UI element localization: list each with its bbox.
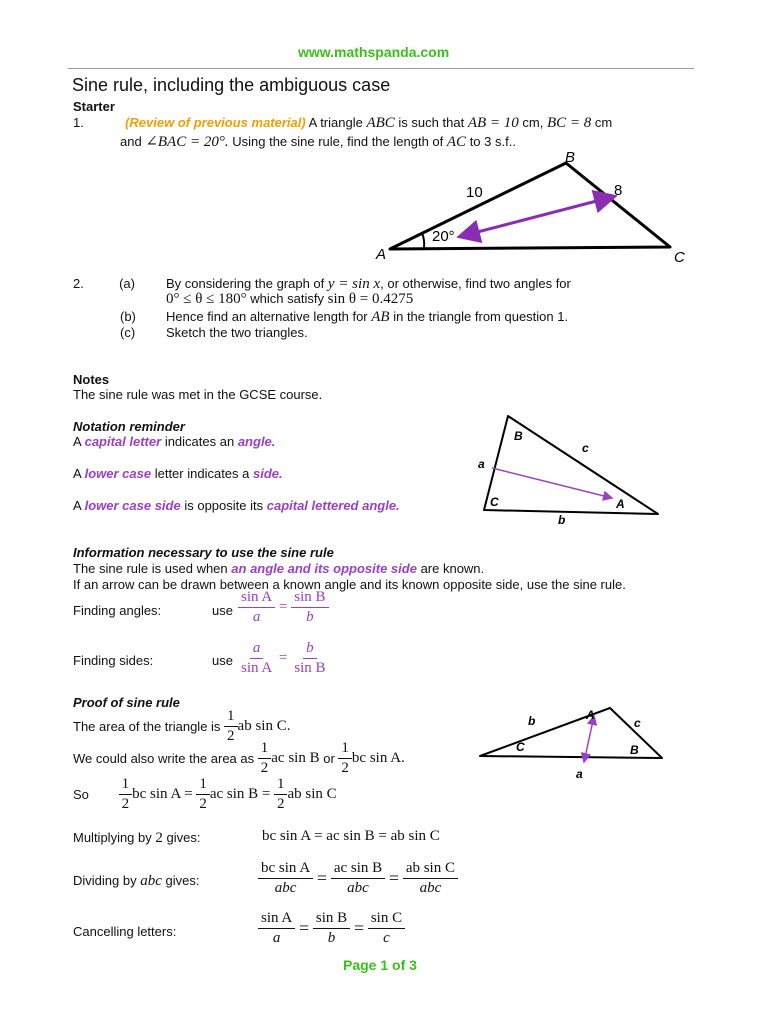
info-line1: The sine rule is used when an angle and its opposite side are known. <box>73 561 485 576</box>
vertex-b-label: B <box>565 149 576 166</box>
q2-a-line1: 2. (a) <box>73 276 135 291</box>
proof-cancel-eq: $\frac{\text{sin A}}{a}$ = $\frac{\text{sin B}}{b}$ = $\frac{\text{sin C}}{c}$ <box>258 910 405 947</box>
q2-c-label: (c) <box>120 325 136 340</box>
website-link[interactable]: www.mathspanda.com <box>298 44 450 60</box>
q2-a-text: By considering the graph of y = sin x, or otherwise, find two angles for <box>166 276 571 292</box>
proof-area: The area of the triangle is $\frac{1}{2}$ ab sin C. <box>73 708 291 744</box>
q1-triangle-diagram <box>360 145 700 270</box>
proof-height-arrow <box>584 716 594 762</box>
page-number: Page 1 of 3 <box>343 957 417 973</box>
notation-heading: Notation reminder <box>73 419 185 434</box>
proof-a: a <box>576 767 583 781</box>
notation-c: c <box>582 441 589 455</box>
notation-triangle-diagram <box>470 410 670 530</box>
proof-could: We could also write the area as $\frac{1}{2}$ ac sin B or $\frac{1}{2}$ bc sin A. <box>73 740 405 776</box>
angle-arc <box>422 233 424 248</box>
notation-b: b <box>558 513 566 527</box>
notation-B: B <box>514 429 523 443</box>
notation-line2: A lower case letter indicates a side. <box>73 466 283 481</box>
proof-B: B <box>630 743 639 757</box>
q2-a-line2: 0° ≤ θ ≤ 180° which satisfy sin θ = 0.4275 <box>166 291 414 307</box>
finding-angles-formula: $\frac{\text{sin A}}{a}$ = $\frac{\text{sin B}}{b}$ <box>238 589 329 626</box>
proof-cancel-label: Cancelling letters: <box>73 924 177 939</box>
proof-A: A <box>586 708 595 722</box>
proof-heading: Proof of sine rule <box>73 695 180 710</box>
finding-sides-formula: $\frac{a}{\text{sin A}}$ = $\frac{b}{\text{sin B}}$ <box>241 640 326 676</box>
notation-C: C <box>490 495 499 509</box>
header-rule <box>68 68 694 69</box>
proof-multiply-label: Multiplying by 2 gives: <box>73 830 201 846</box>
q1-line2: and ∠BAC = 20°. Using the sine rule, find the length of AC to 3 s.f.. <box>120 134 516 150</box>
notes-heading: Notes <box>73 372 110 387</box>
q1-review: (Review of previous material) <box>125 115 306 130</box>
proof-so: So $\frac{1}{2}$ bc sin A = $\frac{1}{2}$ ac sin B = $\frac{1}{2}$ ab sin C <box>73 776 337 812</box>
proof-multiply-eq: bc sin A = ac sin B = ab sin C <box>262 828 440 844</box>
finding-angles-use: use <box>212 603 233 618</box>
q1-line1: 1. (Review of previous material) A triangle ABC is such that AB = 10 cm, BC = 8 cm <box>73 115 613 131</box>
notes-text: The sine rule was met in the GCSE course. <box>73 387 323 402</box>
finding-sides-use: use <box>212 653 233 668</box>
vertex-c-label: C <box>674 249 685 266</box>
q2-c-text: Sketch the two triangles. <box>166 325 308 340</box>
notation-triangle <box>484 416 658 514</box>
info-heading: Information necessary to use the sine rule <box>73 545 334 560</box>
q2-b-text: Hence find an alternative length for AB in the triangle from question 1. <box>166 309 569 325</box>
notation-line3: A lower case side is opposite its capital lettered angle. <box>73 498 400 513</box>
proof-b: b <box>528 714 536 728</box>
proof-c: c <box>634 716 641 730</box>
info-line2: If an arrow can be drawn between a known angle and its known opposite side, use the sine rule. <box>73 577 626 592</box>
notation-line1: A capital letter indicates an angle. <box>73 434 276 449</box>
q2-b-label: (b) <box>120 309 136 324</box>
side-bc-label: 8 <box>614 182 623 199</box>
q1-number: 1. <box>73 115 84 130</box>
proof-C: C <box>516 740 525 754</box>
side-ab-label: 10 <box>466 184 483 201</box>
vertex-a-label: A <box>376 246 387 263</box>
finding-angles-label: Finding angles: <box>73 603 162 618</box>
page-title: Sine rule, including the ambiguous case <box>72 75 391 95</box>
proof-divide-eq: $\frac{\text{bc sin A}}{\text{abc}}$ = $\frac{\text{ac sin B}}{\text{abc}}$ = $\frac{\text{ab sin C}}{\text{abc}}$ <box>258 860 458 897</box>
proof-triangle-diagram <box>478 702 668 784</box>
proof-divide-label: Dividing by abc gives: <box>73 873 200 889</box>
starter-heading: Starter <box>73 99 115 114</box>
notation-a: a <box>478 457 485 471</box>
angle-label: 20° <box>432 228 455 245</box>
notation-A: A <box>616 497 625 511</box>
finding-sides-label: Finding sides: <box>73 653 154 668</box>
